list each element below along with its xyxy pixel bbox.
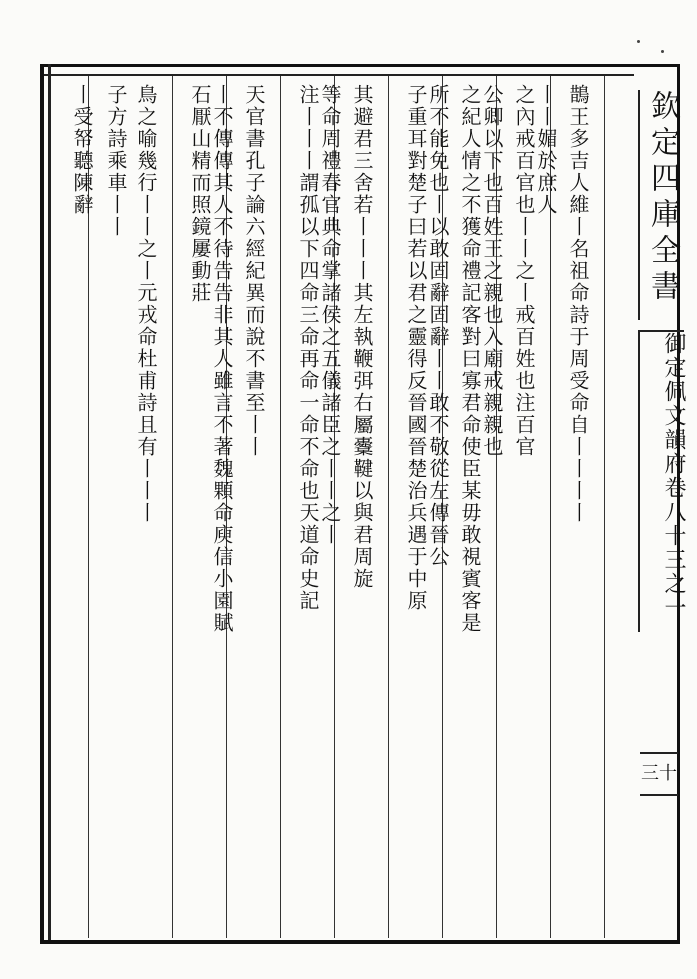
text-column: 子方詩乘車丨丨 [104,84,128,238]
text-column: 注丨丨丨謂孤以下四命三命再命一命不命也天道命史記 [296,84,320,612]
scan-speck [637,40,640,43]
top-border-line [44,74,634,76]
text-column: 丨受帑聽陳辭 [70,84,94,216]
chapter-label [638,330,684,632]
scan-speck [661,50,664,53]
text-column: 丨丨媚於庶人 [534,84,558,216]
chapter-book-name: 御定佩文韻府 [661,332,686,476]
text-column: 等命周禮春官典命掌諸侯之五儀諸臣之丨丨之丨 [318,84,342,546]
text-column: 子重耳對楚子曰若以君之靈得反晉國晉楚治兵遇于中原 [404,84,428,612]
column-rule [280,76,281,938]
text-column: 公卿以下也百姓王之親也入廟戒親親也 [480,84,504,458]
book-title: 欽定四庫全書 [638,90,684,320]
bottom-border-line [40,940,680,944]
column-rule [172,76,173,938]
text-column: 之紀人情之不獲命禮記客對曰寡君命使臣某毋敢視賓客是 [458,84,482,634]
text-column: 鵲王多吉人維丨名祖命詩于周受命自丨丨丨丨 [566,84,590,524]
text-column: 天官書孔子論六經紀異而說不書至丨丨 [242,84,266,458]
column-rule [604,76,605,938]
text-column: 所不能免也丨以敢固辭固辭丨丨敢不敬從左傳晉公 [426,84,450,568]
text-column: 其避君三舍若丨丨丨其左執鞭弭右屬櫜鞬以與君周旋 [350,84,374,590]
column-rule [388,76,389,938]
text-column: 之內戒百官也丨丨之丨戒百姓也注百官 [512,84,536,458]
chapter-volume: 卷八十三之一 [661,476,686,620]
page-number-mark: 三十 [640,752,678,796]
text-column: 丨不傳傳其人不待告告非其人雖言不著魏顆命庾信小園賦 [210,84,234,634]
text-column: 鳥之喻幾行丨丨之丨元戎命杜甫詩且有丨丨丨 [134,84,158,524]
left-border-line [48,64,51,943]
text-column: 石厭山精而照鏡屢動莊 [188,84,212,304]
